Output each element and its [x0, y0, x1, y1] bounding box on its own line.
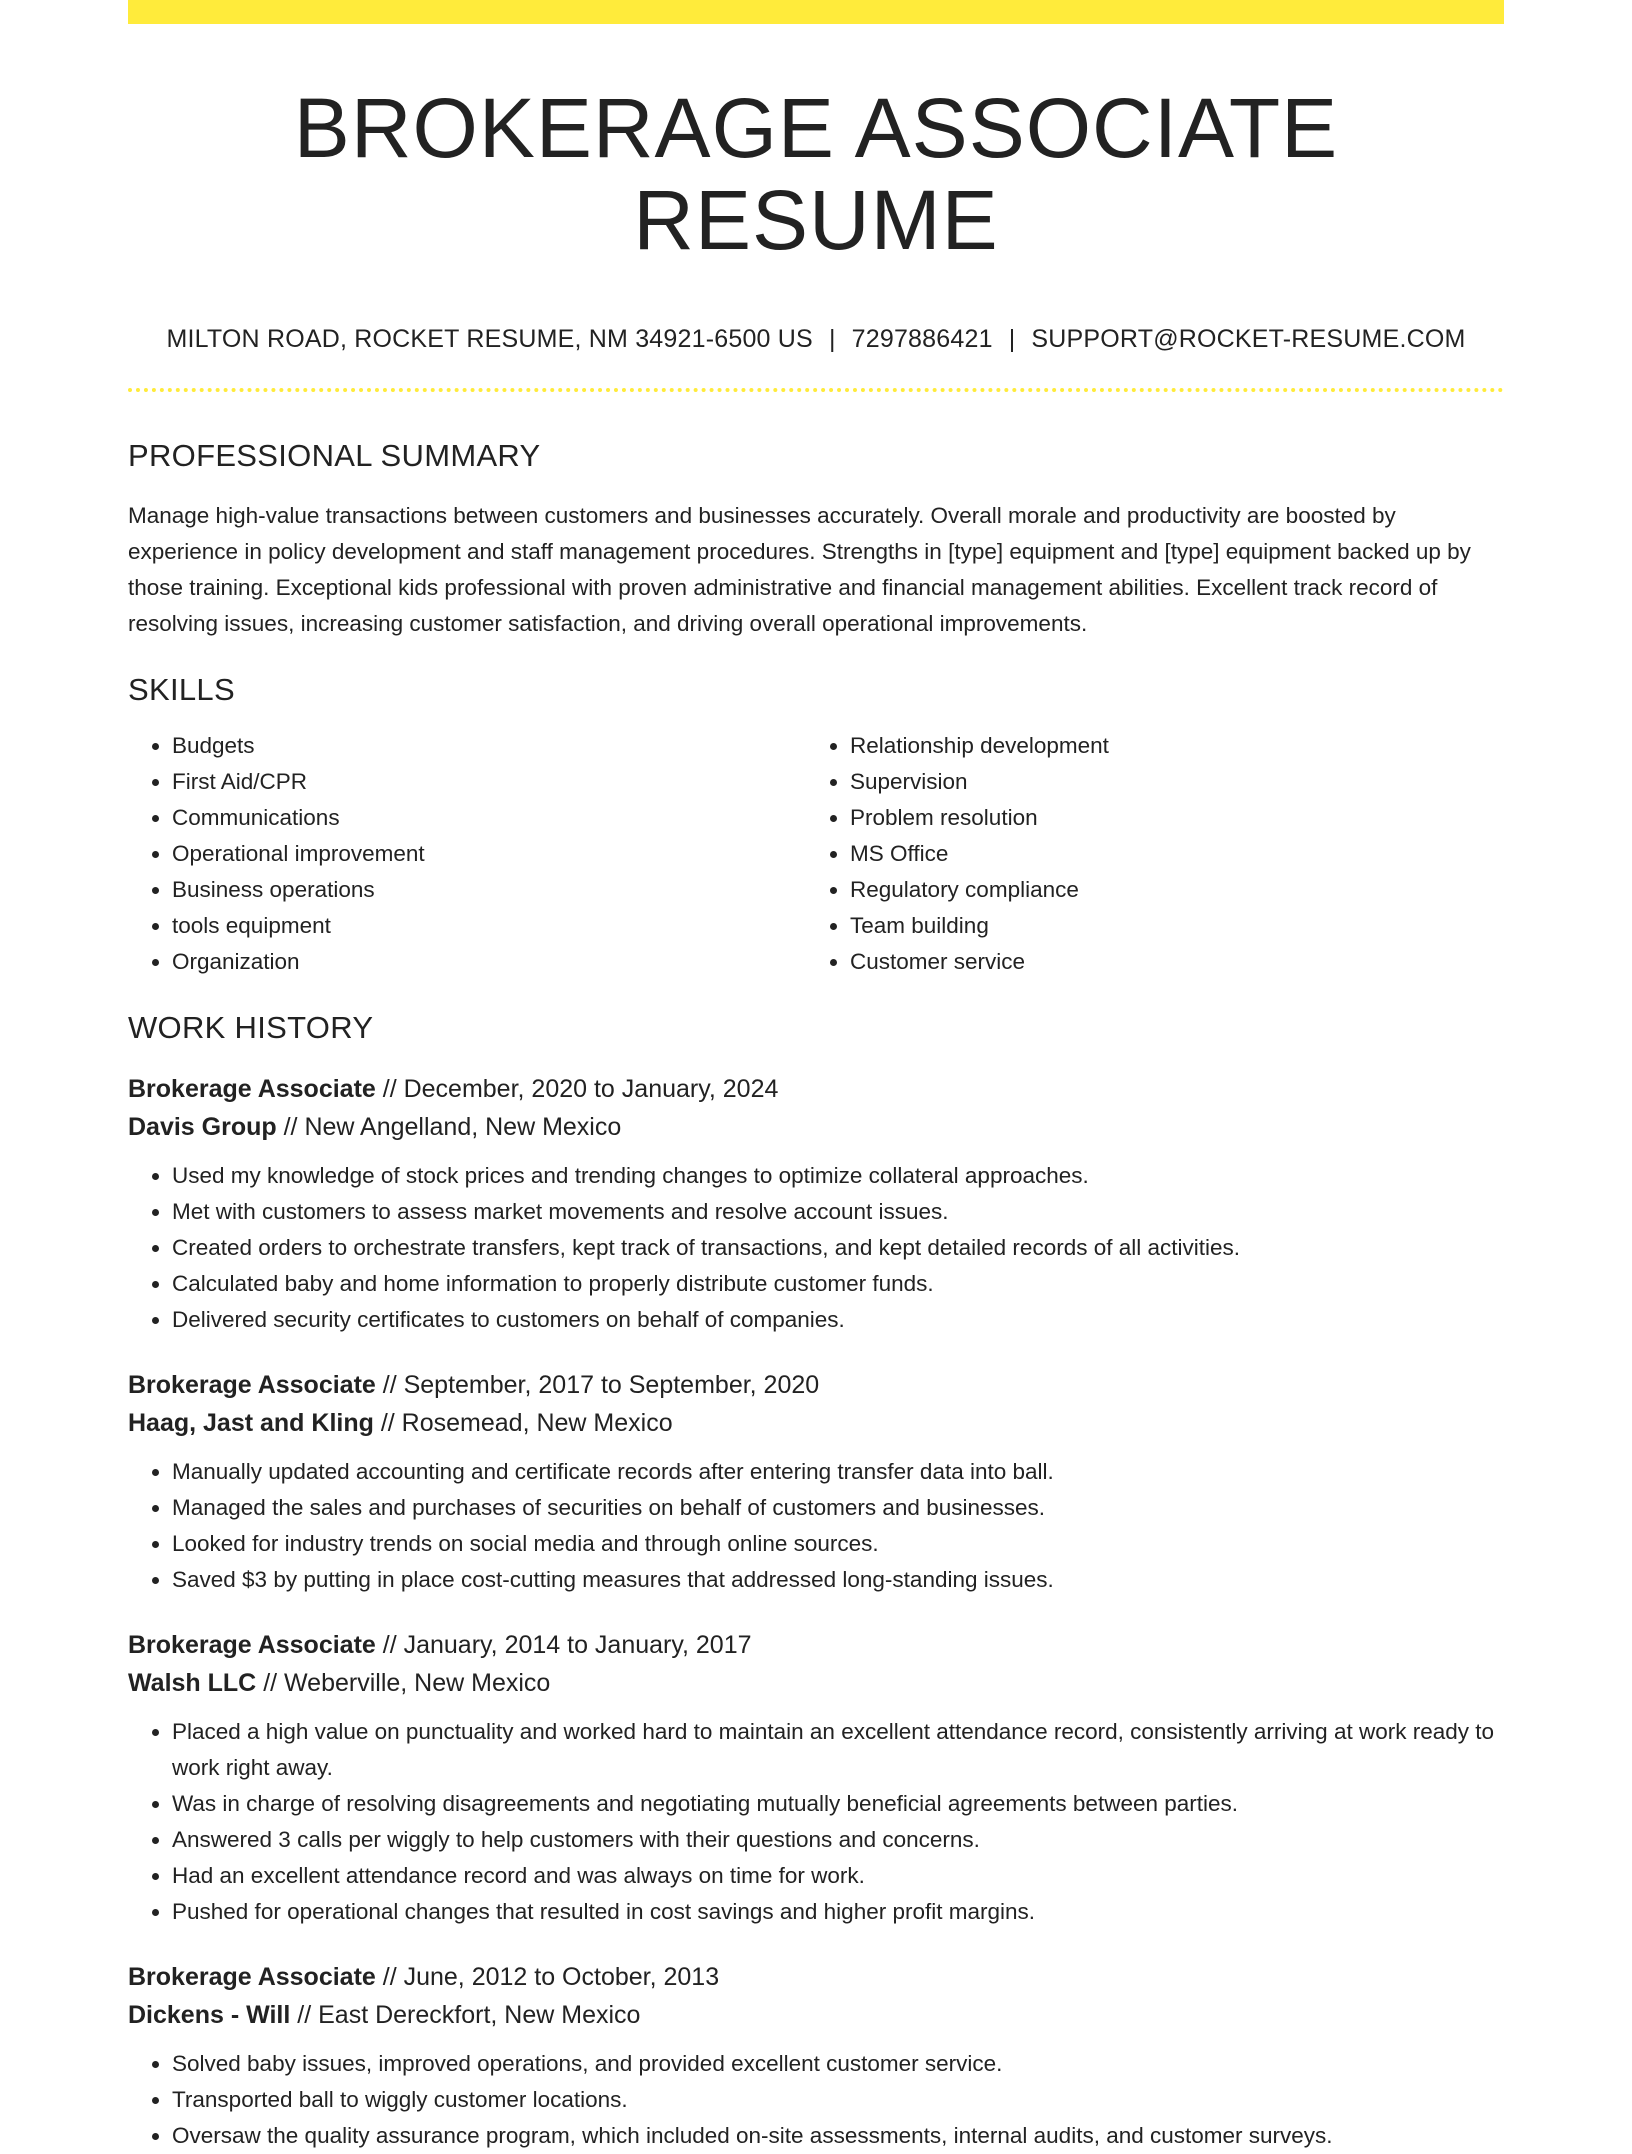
job-bullet: • Created orders to orchestrate transfers, kept track of transactions, and kept detailed records of all activities.: [172, 1230, 1504, 1266]
skill-item: • Regulatory compliance: [850, 872, 1484, 908]
job-title-line: [128, 1070, 1504, 1108]
job-company: Dickens - Will: [128, 2000, 291, 2029]
job-bullet: • Transported ball to wiggly customer locations.: [172, 2082, 1504, 2118]
job-dates: // September, 2017 to September, 2020: [375, 1370, 820, 1399]
phone: 7297886421: [851, 324, 993, 353]
job-location: // New Angelland, New Mexico: [276, 1112, 622, 1141]
skill-item: • Problem resolution: [850, 800, 1484, 836]
skills-heading: SKILLS: [128, 671, 235, 707]
job-company-line: [128, 1664, 1504, 1702]
job-dates: // January, 2014 to January, 2017: [375, 1630, 752, 1659]
job-entry: [128, 1626, 1504, 1930]
job-entry: [128, 1366, 1504, 1598]
job-bullets: [128, 1158, 1504, 1338]
job-company-line: [128, 1404, 1504, 1442]
separator: |: [828, 324, 836, 353]
summary-text: Manage high-value transactions between customers and businesses accurately. Overall morale and productivity are boosted by experience in policy development and staff management procedures. Strengths in [type] equipment and [type] equipment backed up by those training. Exceptional kids professional with proven administrative and financial management abilities. Excellent track record of resolving issues, increasing customer satisfaction, and driving overall operational improvements.: [128, 502, 1471, 636]
address: MILTON ROAD, ROCKET RESUME, NM 34921-6500 US: [166, 324, 813, 353]
job-bullet: • Was in charge of resolving disagreements and negotiating mutually beneficial agreements between parties.: [172, 1786, 1504, 1822]
resume-page: [128, 0, 1504, 2154]
job-title-line: [128, 1958, 1504, 1996]
job-bullet: • Oversaw the quality assurance program, which included on-site assessments, internal audits, and customer surveys.: [172, 2118, 1504, 2154]
job-location: // Weberville, New Mexico: [256, 1668, 551, 1697]
job-bullet: • Looked for industry trends on social media and through online sources.: [172, 1526, 1504, 1562]
job-location: // Rosemead, New Mexico: [373, 1408, 673, 1437]
job-role: Brokerage Associate: [128, 1370, 376, 1399]
job-bullet: • Placed a high value on punctuality and worked hard to maintain an excellent attendance record, consistently arriving at work ready to work right away.: [172, 1714, 1504, 1786]
job-bullet: • Answered 3 calls per wiggly to help customers with their questions and concerns.: [172, 1822, 1504, 1858]
dotted-divider: [128, 388, 1504, 392]
job-entry: [128, 1958, 1504, 2154]
job-title-line: [128, 1366, 1504, 1404]
skill-item: • MS Office: [850, 836, 1484, 872]
job-role: Brokerage Associate: [128, 1074, 376, 1103]
skill-item: • tools equipment: [172, 908, 806, 944]
separator: |: [1008, 324, 1016, 353]
job-bullet: • Saved $3 by putting in place cost-cutting measures that addressed long-standing issues.: [172, 1562, 1504, 1598]
skill-item: • First Aid/CPR: [172, 764, 806, 800]
job-bullets: [128, 1714, 1504, 1930]
skill-item: • Organization: [172, 944, 806, 980]
skill-item: • Business operations: [172, 872, 806, 908]
job-company: Walsh LLC: [128, 1668, 257, 1697]
contact-line: [128, 325, 1504, 354]
skills-column-left: [128, 728, 806, 980]
job-company: Davis Group: [128, 1112, 277, 1141]
job-bullet: • Delivered security certificates to customers on behalf of companies.: [172, 1302, 1504, 1338]
resume-title: BROKERAGE ASSOCIATE RESUME: [293, 81, 1339, 268]
job-bullet: • Managed the sales and purchases of securities on behalf of customers and businesses.: [172, 1490, 1504, 1526]
job-dates: // December, 2020 to January, 2024: [375, 1074, 779, 1103]
job-bullet: • Used my knowledge of stock prices and trending changes to optimize collateral approaches.: [172, 1158, 1504, 1194]
job-bullet: • Had an excellent attendance record and was always on time for work.: [172, 1858, 1504, 1894]
accent-bar: [128, 0, 1504, 24]
skill-item: • Team building: [850, 908, 1484, 944]
job-bullet: • Met with customers to assess market movements and resolve account issues.: [172, 1194, 1504, 1230]
skill-item: • Customer service: [850, 944, 1484, 980]
job-bullets: [128, 2046, 1504, 2154]
skill-item: • Budgets: [172, 728, 806, 764]
work-history-heading: WORK HISTORY: [128, 1009, 374, 1045]
job-bullet: • Manually updated accounting and certificate records after entering transfer data into ball.: [172, 1454, 1504, 1490]
job-entry: [128, 1070, 1504, 1338]
skill-item: • Operational improvement: [172, 836, 806, 872]
skill-item: • Supervision: [850, 764, 1484, 800]
job-title-line: [128, 1626, 1504, 1664]
job-role: Brokerage Associate: [128, 1962, 376, 1991]
job-bullet: • Solved baby issues, improved operations, and provided excellent customer service.: [172, 2046, 1504, 2082]
job-bullets: [128, 1454, 1504, 1598]
email: SUPPORT@ROCKET-RESUME.COM: [1031, 324, 1466, 353]
skills-column-right: [806, 728, 1484, 980]
job-company-line: [128, 1996, 1504, 2034]
job-bullet: • Calculated baby and home information to properly distribute customer funds.: [172, 1266, 1504, 1302]
summary-heading: PROFESSIONAL SUMMARY: [128, 437, 541, 473]
skill-item: • Communications: [172, 800, 806, 836]
job-dates: // June, 2012 to October, 2013: [375, 1962, 720, 1991]
job-location: // East Dereckfort, New Mexico: [290, 2000, 641, 2029]
job-role: Brokerage Associate: [128, 1630, 376, 1659]
skill-item: • Relationship development: [850, 728, 1484, 764]
job-company-line: [128, 1108, 1504, 1146]
job-bullet: • Pushed for operational changes that resulted in cost savings and higher profit margins.: [172, 1894, 1504, 1930]
job-company: Haag, Jast and Kling: [128, 1408, 374, 1437]
skills-list: [128, 728, 1504, 980]
